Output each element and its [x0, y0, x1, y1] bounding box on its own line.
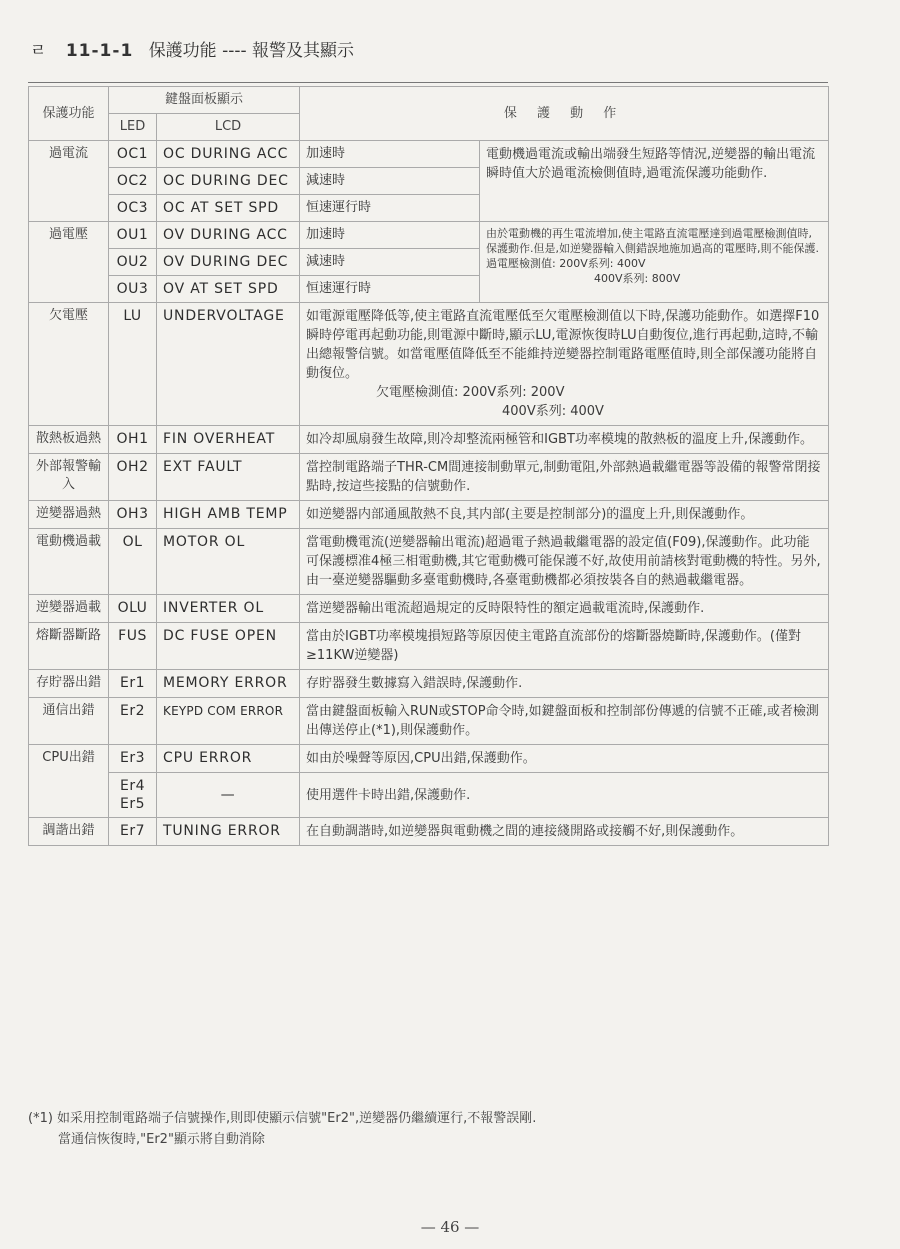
footnote	[28, 1108, 848, 1150]
table-row	[29, 773, 829, 818]
table-row	[29, 141, 829, 168]
func-cell: 逆變器過載	[29, 595, 109, 623]
lcd-message: CPU ERROR	[157, 745, 300, 773]
action-cell: 使用選件卡時出錯,保護動作.	[300, 773, 829, 818]
header-display: 鍵盤面板顯示	[109, 87, 300, 114]
condition-cell: 減速時	[300, 168, 480, 195]
section-mark: ㄹ	[30, 41, 47, 61]
led-code: OC2	[109, 168, 157, 195]
led-code: OLU	[109, 595, 157, 623]
lcd-message: KEYPD COM ERROR	[157, 698, 300, 745]
table-row	[29, 670, 829, 698]
action-text: 由於電動機的再生電流增加,使主電路直流電壓達到過電壓檢測值時,保護動作.但是,如逆變器輸入側錯誤地施加過高的電壓時,則不能保護.	[486, 227, 819, 255]
led-code: Er7	[109, 818, 157, 846]
lcd-message: TUNING ERROR	[157, 818, 300, 846]
detect-label: 過電壓檢測值:	[486, 257, 556, 270]
lcd-message: OV AT SET SPD	[157, 276, 300, 303]
table-row	[29, 745, 829, 773]
action-cell: 當由鍵盤面板輸入RUN或STOP命令時,如鍵盤面板和控制部份傳遞的信號不正確,或者檢測出傳送停止(*1),則保護動作。	[300, 698, 829, 745]
action-cell	[480, 222, 829, 303]
action-text: 如電源電壓降低等,使主電路直流電壓低至欠電壓檢測值以下時,保護功能動作。如選擇F10瞬時停電再起動功能,則電源中斷時,顯示LU,電源恢復時LU自動復位,進行再起動,這時,不輸出總報警信號。如當電壓值降低至不能維持逆變器控制電路電壓值時,則全部保護功能將自動復位。	[306, 309, 820, 381]
led-code-er5: Er5	[119, 796, 145, 812]
header-lcd: LCD	[157, 114, 300, 141]
action-cell: 如冷却風扇發生故障,則冷却整流兩極管和IGBT功率模塊的散熱板的溫度上升,保護動作。	[300, 426, 829, 454]
led-code: Er1	[109, 670, 157, 698]
table-row	[29, 303, 829, 426]
action-cell: 在自動調諧時,如逆變器與電動機之間的連接綫開路或接觸不好,則保護動作。	[300, 818, 829, 846]
header-led: LED	[109, 114, 157, 141]
func-cell: 逆變器過熱	[29, 501, 109, 529]
led-code: Er3	[109, 745, 157, 773]
led-code: Er2	[109, 698, 157, 745]
led-code: OU1	[109, 222, 157, 249]
detect-value-200v: 200V系列: 200V	[462, 385, 565, 400]
page-header	[30, 36, 354, 61]
led-code: FUS	[109, 623, 157, 670]
section-title: 保護功能 ---- 報警及其顯示	[148, 41, 355, 61]
lcd-message: OC DURING ACC	[157, 141, 300, 168]
table-row	[29, 454, 829, 501]
condition-cell: 減速時	[300, 249, 480, 276]
header-func: 保護功能	[29, 87, 109, 141]
detect-value-400v: 400V系列: 800V	[594, 272, 681, 285]
footnote-line-1: (*1) 如采用控制電路端子信號操作,則即使顯示信號"Er2",逆變器仍繼續運行,不報警誤剛.	[28, 1111, 537, 1126]
table-row	[29, 818, 829, 846]
action-cell: 電動機過電流或輸出端發生短路等情況,逆變器的輸出電流瞬時值大於過電流檢側值時,過電流保護功能動作.	[480, 141, 829, 222]
led-code: OU2	[109, 249, 157, 276]
table-row	[29, 623, 829, 670]
condition-cell: 恒速運行時	[300, 276, 480, 303]
table-row	[29, 595, 829, 623]
lcd-message: FIN OVERHEAT	[157, 426, 300, 454]
led-code: OC3	[109, 195, 157, 222]
func-cell: 欠電壓	[29, 303, 109, 426]
func-cell: 過電壓	[29, 222, 109, 303]
table-row	[29, 426, 829, 454]
func-cell: 外部報警輸入	[29, 454, 109, 501]
lcd-message: DC FUSE OPEN	[157, 623, 300, 670]
footnote-line-2: 當通信恢復時,"Er2"顯示將自動消除	[58, 1132, 265, 1147]
lcd-message: OV DURING ACC	[157, 222, 300, 249]
lcd-message: MEMORY ERROR	[157, 670, 300, 698]
action-cell: 如逆變器内部通風散熱不良,其内部(主要是控制部分)的溫度上升,則保護動作。	[300, 501, 829, 529]
led-code: OL	[109, 529, 157, 595]
func-cell: 調諧出錯	[29, 818, 109, 846]
header-row	[29, 87, 829, 114]
func-cell: 散熱板過熱	[29, 426, 109, 454]
led-code: OH2	[109, 454, 157, 501]
led-code: OC1	[109, 141, 157, 168]
action-cell: 當電動機電流(逆變器輸出電流)超過電子熱過載繼電器的設定值(F09),保護動作。此功能可保護標准4極三相電動機,其它電動機可能保護不好,故使用前請核對電動機的特性。另外,由一臺逆變器驅動多臺電動機時,各臺電動機都必須按裝各自的熱過載繼電器。	[300, 529, 829, 595]
condition-cell: 加速時	[300, 141, 480, 168]
section-number: 11-1-1	[65, 41, 134, 61]
lcd-message: OV DURING DEC	[157, 249, 300, 276]
led-code: OU3	[109, 276, 157, 303]
lcd-message: OC DURING DEC	[157, 168, 300, 195]
func-cell: 通信出錯	[29, 698, 109, 745]
page-number: — 46 —	[420, 1218, 480, 1236]
lcd-message: EXT FAULT	[157, 454, 300, 501]
led-code	[109, 773, 157, 818]
table-row	[29, 501, 829, 529]
action-cell	[300, 303, 829, 426]
table-row	[29, 698, 829, 745]
lcd-message: HIGH AMB TEMP	[157, 501, 300, 529]
action-cell: 如由於噪聲等原因,CPU出錯,保護動作。	[300, 745, 829, 773]
led-code: OH3	[109, 501, 157, 529]
header-action: 保 護 動 作	[300, 87, 829, 141]
detect-value-200v: 200V系列: 400V	[559, 257, 646, 270]
led-code-er4: Er4	[119, 778, 145, 794]
table-row	[29, 529, 829, 595]
func-cell: CPU出錯	[29, 745, 109, 818]
func-cell: 電動機過載	[29, 529, 109, 595]
protection-table	[28, 86, 829, 846]
lcd-message: INVERTER OL	[157, 595, 300, 623]
detect-label: 欠電壓檢測值:	[376, 385, 459, 400]
table-row	[29, 222, 829, 249]
condition-cell: 加速時	[300, 222, 480, 249]
action-cell: 當由於IGBT功率模塊損短路等原因使主電路直流部份的熔斷器燒斷時,保護動作。(僅對 ≥11KW逆變器)	[300, 623, 829, 670]
action-cell: 存貯器發生數據寫入錯誤時,保護動作.	[300, 670, 829, 698]
func-cell: 過電流	[29, 141, 109, 222]
lcd-message: UNDERVOLTAGE	[157, 303, 300, 426]
lcd-message: —	[157, 773, 300, 818]
action-cell: 當逆變器輸出電流超過規定的反時限特性的額定過載電流時,保護動作.	[300, 595, 829, 623]
func-cell: 熔斷器斷路	[29, 623, 109, 670]
action-cell: 當控制電路端子THR-CM間連接制動單元,制動電阻,外部熱過載繼電器等設備的報警常閉接點時,按這些接點的信號動作.	[300, 454, 829, 501]
led-code: OH1	[109, 426, 157, 454]
condition-cell: 恒速運行時	[300, 195, 480, 222]
lcd-message: MOTOR OL	[157, 529, 300, 595]
lcd-message: OC AT SET SPD	[157, 195, 300, 222]
func-cell: 存貯器出錯	[29, 670, 109, 698]
led-code: LU	[109, 303, 157, 426]
detect-value-400v: 400V系列: 400V	[502, 404, 604, 419]
top-rule	[28, 82, 828, 83]
